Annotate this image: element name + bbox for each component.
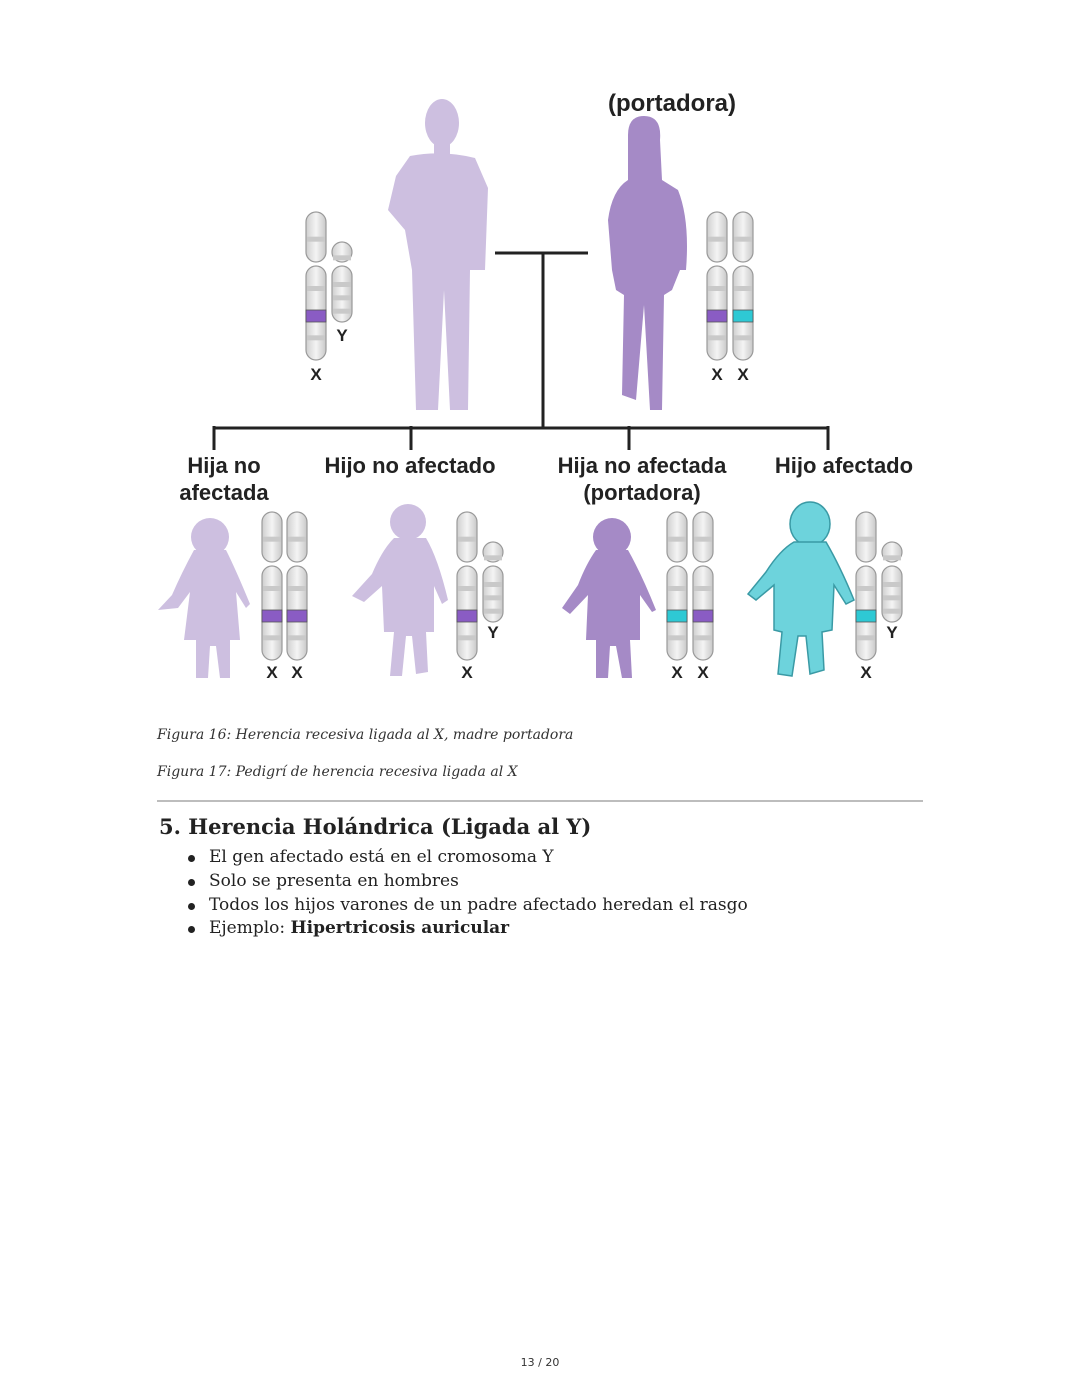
page-number: 13 / 20 (520, 1356, 560, 1369)
child-2-label-line1: Hijo no afectado (324, 453, 496, 478)
mother-chrom-label-x2: X (737, 365, 749, 384)
child-1-x-chromosome-2 (287, 512, 307, 660)
pedigree-figure (150, 80, 930, 695)
bullet-icon (188, 879, 195, 886)
bullet-icon (188, 903, 195, 910)
child-2-y-chromosome (483, 542, 503, 622)
child-4-label-line1: Hijo afectado (774, 453, 914, 478)
child-4-y-chromosome (882, 542, 902, 622)
section-title: 5. Herencia Holándrica (Ligada al Y) (159, 814, 592, 839)
father-x-chromosome (306, 212, 326, 360)
child-1-chrom-label-1: X (266, 663, 278, 682)
list-item (160, 917, 748, 941)
list-item (160, 870, 748, 894)
child-2-x-chromosome (457, 512, 477, 660)
child-3-label-line1: Hija no afectada (557, 453, 727, 478)
list-item (160, 894, 748, 918)
father-silhouette (388, 99, 488, 410)
child-3-x-chromosome-2 (693, 512, 713, 660)
bullet-icon (188, 926, 195, 933)
son-silhouette-2 (352, 504, 448, 676)
mother-x-chromosome-1 (707, 212, 727, 360)
child-2-chrom-label-1: X (461, 663, 473, 682)
child-3-x-chromosome-1 (667, 512, 687, 660)
list-item-bold: Hipertricosis auricular (290, 918, 510, 939)
figure-16-caption: Figura 16: Herencia recesiva ligada al X, madre portadora (157, 727, 574, 743)
father-chrom-label-y: Y (336, 326, 348, 345)
daughter-silhouette-1 (158, 518, 250, 678)
child-1-x-chromosome-1 (262, 512, 282, 660)
horizontal-rule (157, 800, 923, 802)
child-1-label-line1: Hija no (187, 453, 261, 478)
list-item-text: El gen afectado está en el cromosoma Y (209, 847, 554, 867)
child-3-label-line2: (portadora) (583, 480, 701, 505)
child-4-x-chromosome (856, 512, 876, 660)
mother-label: (portadora) (608, 90, 736, 117)
figure-17-caption: Figura 17: Pedigrí de herencia recesiva ligada al X (157, 764, 518, 780)
bullet-list (160, 846, 748, 941)
child-1-label-line2: afectada (179, 480, 269, 505)
child-4-chrom-label-1: X (860, 663, 872, 682)
child-1-chrom-label-2: X (291, 663, 303, 682)
list-item (160, 846, 748, 870)
child-4-chrom-label-2: Y (886, 623, 898, 642)
child-3-chrom-label-2: X (697, 663, 709, 682)
father-chrom-label-x: X (310, 365, 322, 384)
list-item-text: Ejemplo: (209, 918, 291, 939)
mother-silhouette (608, 116, 687, 410)
child-3-chrom-label-1: X (671, 663, 683, 682)
list-item-text: Solo se presenta en hombres (209, 870, 459, 891)
son-silhouette-4 (748, 502, 854, 676)
mother-x-chromosome-2 (733, 212, 753, 360)
mother-chrom-label-x1: X (711, 365, 723, 384)
bullet-icon (188, 855, 195, 862)
list-item-text: Todos los hijos varones de un padre afectado heredan el rasgo (209, 894, 748, 915)
daughter-silhouette-3 (562, 518, 656, 678)
child-2-chrom-label-2: Y (487, 623, 499, 642)
father-y-chromosome (332, 242, 352, 322)
